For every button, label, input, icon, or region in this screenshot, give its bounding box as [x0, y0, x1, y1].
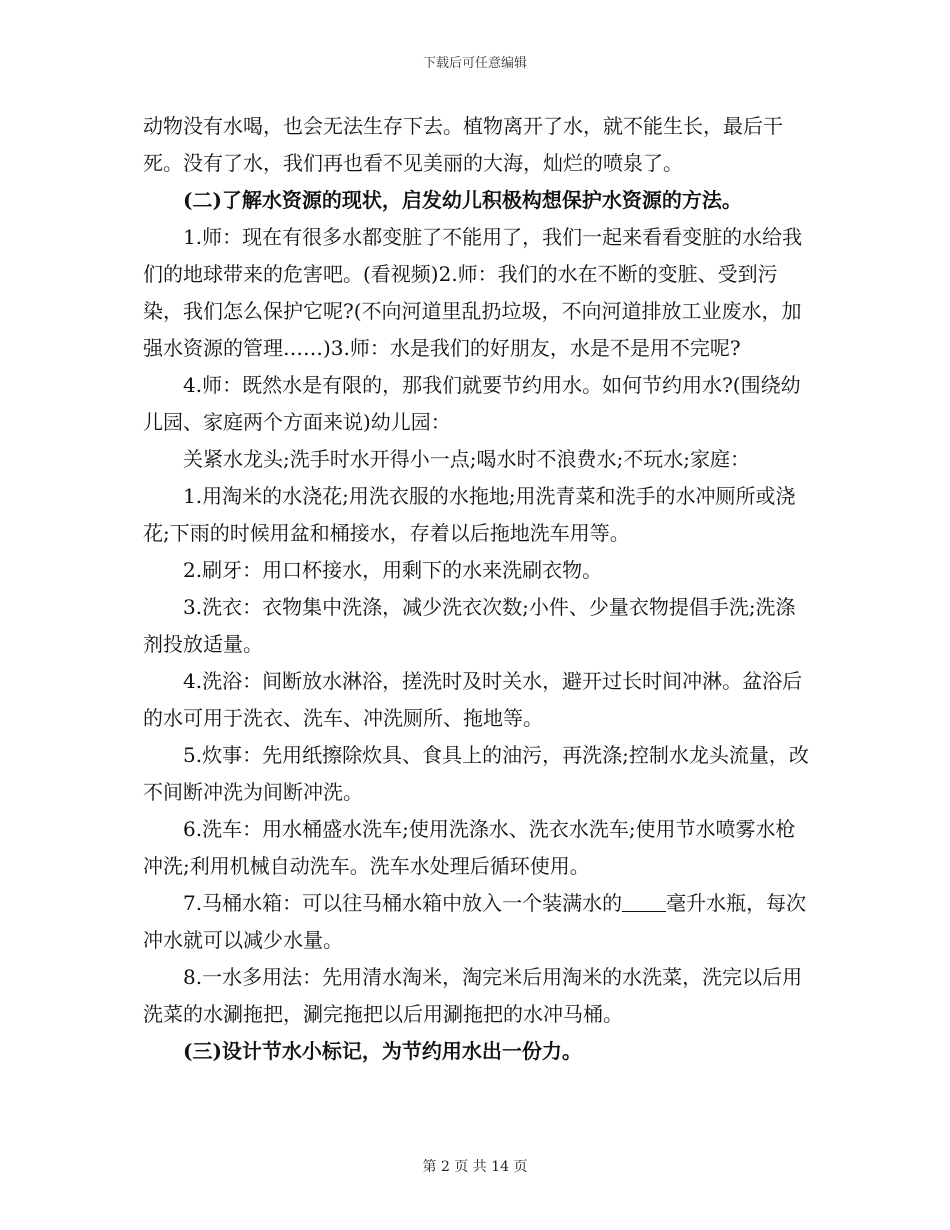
- paragraph-12-before: 7.马桶水箱：可以往马桶水箱中放入一个装满水的: [183, 891, 623, 915]
- paragraph-12: [143, 885, 813, 959]
- paragraph-11: 6.洗车：用水桶盛水洗车;使用洗涤水、洗衣水洗车;使用节水喷雾水枪冲洗;利用机械自动洗车。洗车水处理后循环使用。: [143, 817, 796, 878]
- section-heading-3: (三)设计节水小标记，为节约用水出一份力。: [183, 1039, 582, 1063]
- paragraph-7: 2.刷牙：用口杯接水，用剩下的水来洗刷衣物。: [183, 558, 603, 582]
- paragraph-5: 关紧水龙头;洗手时水开得小一点;喝水时不浪费水;不玩水;家庭：: [183, 447, 750, 471]
- paragraph-3: 1.师：现在有很多水都变脏了不能用了，我们一起来看看变脏的水给我们的地球带来的危害吧。(看视频)2.师：我们的水在不断的变脏、受到污染，我们怎么保护它呢?(不向河道里乱扔垃圾，不向河道排放工业废水，加强水资源的管理……)3.师：水是我们的好朋友，水是不是用不完呢?: [143, 225, 803, 360]
- paragraph-10: 5.炊事：先用纸擦除炊具、食具上的油污，再洗涤;控制水龙头流量，改不间断冲洗为间断冲洗。: [143, 743, 809, 804]
- paragraph-4: 4.师：既然水是有限的，那我们就要节约用水。如何节约用水?(围绕幼儿园、家庭两个方面来说)幼儿园：: [143, 373, 801, 434]
- paragraph-13: 8.一水多用法：先用清水淘米，淘完米后用淘米的水洗菜，洗完以后用洗菜的水涮拖把，涮完拖把以后用涮拖把的水冲马桶。: [143, 965, 803, 1026]
- paragraph-6: 1.用淘米的水浇花;用洗衣服的水拖地;用洗青菜和洗手的水冲厕所或浇花;下雨的时候用盆和桶接水，存着以后拖地洗车用等。: [143, 484, 796, 545]
- section-heading-2: (二)了解水资源的现状，启发幼儿积极构想保护水资源的方法。: [183, 188, 742, 212]
- page-footer: 第 2 页 共 14 页: [422, 1159, 528, 1175]
- paragraph-8: 3.洗衣：衣物集中洗涤，减少洗衣次数;小件、少量衣物提倡手洗;洗涤剂投放适量。: [143, 595, 796, 656]
- document-body: [143, 108, 813, 1070]
- paragraph-9: 4.洗浴：间断放水淋浴，搓洗时及时关水，避开过长时间冲淋。盆浴后的水可用于洗衣、洗车、冲洗厕所、拖地等。: [143, 669, 803, 730]
- fill-in-blank: [622, 891, 666, 912]
- page-header: 下载后可任意编辑: [422, 56, 527, 71]
- paragraph-1: 动物没有水喝，也会无法生存下去。植物离开了水，就不能生长，最后干死。没有了水，我们再也看不见美丽的大海，灿烂的喷泉了。: [143, 114, 783, 175]
- paragraph-12-after: 毫升水瓶，每次冲水就可以减少水量。: [143, 891, 807, 952]
